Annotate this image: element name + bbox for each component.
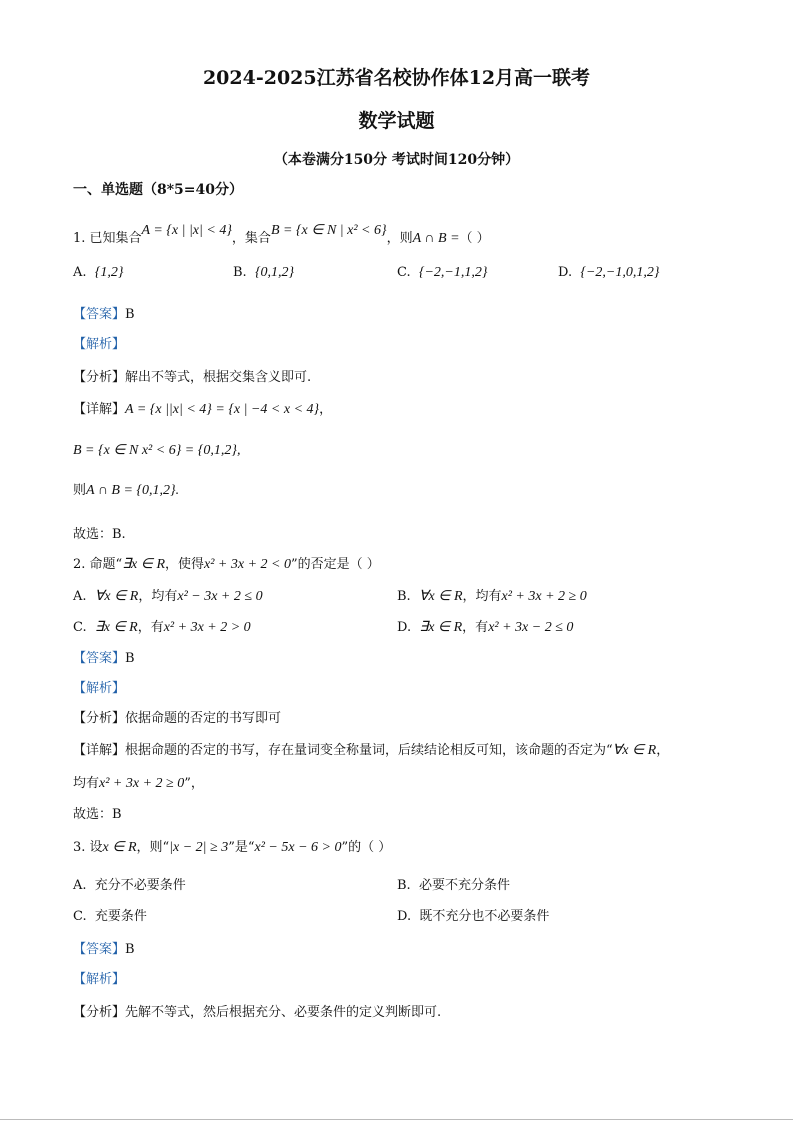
- option-quantifier: ∃x ∈ R: [94, 620, 138, 635]
- option-mid: ，均有: [138, 589, 178, 604]
- q2-option-c: [73, 619, 251, 637]
- q1-option-d: [558, 264, 659, 282]
- q1-detail-3: [73, 482, 179, 500]
- q3-option-b: [397, 877, 510, 895]
- option-value: {−2,−1,1,2}: [418, 265, 488, 280]
- option-value: {−2,−1,0,1,2}: [580, 265, 660, 280]
- q1-fenxi: [73, 369, 311, 387]
- option-ineq: x² + 3x − 2 ≤ 0: [488, 620, 574, 635]
- answer-value: B: [125, 942, 135, 957]
- option-ineq: x² − 3x + 2 ≤ 0: [177, 589, 263, 604]
- question-1: [73, 223, 490, 248]
- q3-answer: [73, 941, 135, 959]
- q1-mid: ，集合: [231, 231, 271, 246]
- option-label: D.: [397, 620, 412, 635]
- q1-detail-1: [73, 401, 332, 419]
- q3-cond: x ∈ R: [102, 840, 137, 855]
- detail-math: A ∩ B = {0,1,2}.: [86, 483, 180, 498]
- option-quantifier: ∀x ∈ R: [418, 589, 463, 604]
- option-label: A.: [73, 265, 87, 280]
- q3-fenxi: [73, 1004, 441, 1022]
- q2-option-d: [397, 619, 573, 637]
- q2-suffix: ”的否定是（ ）: [290, 557, 380, 572]
- detail-math: x² + 3x + 2 ≥ 0: [99, 776, 185, 791]
- option-ineq: x² + 3x + 2 ≥ 0: [501, 589, 587, 604]
- page-title: 2024-2025江苏省名校协作体12月高一联考: [202, 67, 591, 89]
- q1-detail-2: [73, 442, 240, 460]
- detail-math: ∀x ∈ R: [612, 743, 657, 758]
- fenxi-text: 依据命题的否定的书写即可: [125, 711, 282, 726]
- fenxi-tag: 【分析】: [73, 711, 126, 726]
- option-label: C.: [397, 265, 411, 280]
- option-label: D.: [558, 265, 573, 280]
- q1-option-a: [73, 264, 124, 282]
- detail-math: A = {x ||x| < 4} = {x | −4 < x < 4}: [125, 402, 320, 417]
- q2-answer: [73, 650, 135, 668]
- q2-detail-1: [73, 742, 669, 760]
- q1-choice: 故选：B.: [73, 527, 126, 542]
- option-mid: ，有: [137, 620, 164, 635]
- fenxi-tag: 【分析】: [73, 1005, 126, 1020]
- option-value: {0,1,2}: [254, 265, 295, 280]
- option-text: 既不充分也不必要条件: [419, 909, 550, 924]
- fenxi-text: 解出不等式，根据交集含义即可.: [125, 370, 312, 385]
- option-label: B.: [397, 878, 411, 893]
- q1-suffix: ，则: [386, 231, 413, 246]
- q1-set-b: B = {x ∈ N | x² < 6}: [270, 223, 387, 238]
- detail-math: B = {x ∈ N x² < 6} = {0,1,2},: [73, 443, 241, 458]
- q2-choice: 故选：B: [73, 807, 122, 822]
- detail-prefix: 则: [73, 483, 87, 498]
- section-heading: 一、单选题（8*5=40分）: [73, 182, 244, 198]
- option-mid: ，有: [462, 620, 489, 635]
- answer-tag: 【答案】: [73, 651, 126, 666]
- answer-tag: 【答案】: [73, 942, 126, 957]
- q2-option-a: [73, 588, 263, 606]
- detail-prefix: 均有: [73, 776, 100, 791]
- option-mid: ，均有: [462, 589, 502, 604]
- q2-detail-2: [73, 775, 204, 793]
- question-3: [73, 839, 391, 857]
- q3-expr2: x² − 5x − 6 > 0: [254, 840, 342, 855]
- question-2: [73, 556, 380, 574]
- q1-set-a: A = {x | |x| < 4}: [141, 223, 232, 238]
- option-quantifier: ∃x ∈ R: [419, 620, 463, 635]
- exam-note: （本卷满分150分 考试时间120分钟）: [273, 152, 520, 168]
- detail-end: ，: [319, 402, 333, 417]
- q3-option-a: [73, 877, 186, 895]
- page-subtitle: 数学试题: [358, 110, 435, 132]
- option-text: 充要条件: [94, 909, 147, 924]
- q3-option-d: [397, 908, 549, 926]
- detail-end: ”，: [184, 776, 204, 791]
- answer-value: B: [125, 307, 135, 322]
- q2-cond: ∃x ∈ R: [122, 557, 165, 572]
- detail-end: ，: [656, 743, 670, 758]
- q2-mid: ，使得: [165, 557, 205, 572]
- option-text: 充分不必要条件: [94, 878, 186, 893]
- page-bottom-rule: [0, 1119, 793, 1120]
- q3-mid2: ”是“: [228, 840, 255, 855]
- q2-analysis-tag: 【解析】: [73, 681, 126, 696]
- option-label: C.: [73, 909, 87, 924]
- q2-prefix: 2. 命题“: [73, 557, 123, 572]
- fenxi-text: 先解不等式，然后根据充分、必要条件的定义判断即可.: [125, 1005, 442, 1020]
- option-label: B.: [397, 589, 411, 604]
- option-value: {1,2}: [94, 265, 124, 280]
- option-quantifier: ∀x ∈ R: [94, 589, 139, 604]
- option-label: A.: [73, 589, 87, 604]
- q2-fenxi: [73, 710, 281, 728]
- q1-analysis-tag: 【解析】: [73, 337, 126, 352]
- q3-mid1: ，则“: [136, 840, 170, 855]
- q3-expr1: |x − 2| ≥ 3: [169, 840, 229, 855]
- q2-option-b: [397, 588, 587, 606]
- q1-option-b: [233, 264, 294, 282]
- q3-prefix: 3. 设: [73, 840, 103, 855]
- fenxi-tag: 【分析】: [73, 370, 126, 385]
- option-label: C.: [73, 620, 87, 635]
- q2-ineq: x² + 3x + 2 < 0: [204, 557, 291, 572]
- xiangjie-tag: 【详解】: [73, 402, 126, 417]
- option-ineq: x² + 3x + 2 > 0: [163, 620, 251, 635]
- xiangjie-tag: 【详解】: [73, 743, 126, 758]
- q1-paren: （ ）: [459, 231, 490, 246]
- option-label: D.: [397, 909, 412, 924]
- q3-suffix: ”的（ ）: [341, 840, 392, 855]
- answer-tag: 【答案】: [73, 307, 126, 322]
- q1-option-c: [397, 264, 487, 282]
- q1-expr: A ∩ B =: [412, 231, 460, 246]
- q1-answer: [73, 306, 135, 324]
- option-label: A.: [73, 878, 87, 893]
- detail-text: 根据命题的否定的书写，存在量词变全称量词，后续结论相反可知，该命题的否定为“: [125, 743, 613, 758]
- q1-prefix: 1. 已知集合: [73, 231, 142, 246]
- option-text: 必要不充分条件: [418, 878, 510, 893]
- q3-analysis-tag: 【解析】: [73, 972, 126, 987]
- answer-value: B: [125, 651, 135, 666]
- option-label: B.: [233, 265, 247, 280]
- q3-option-c: [73, 908, 147, 926]
